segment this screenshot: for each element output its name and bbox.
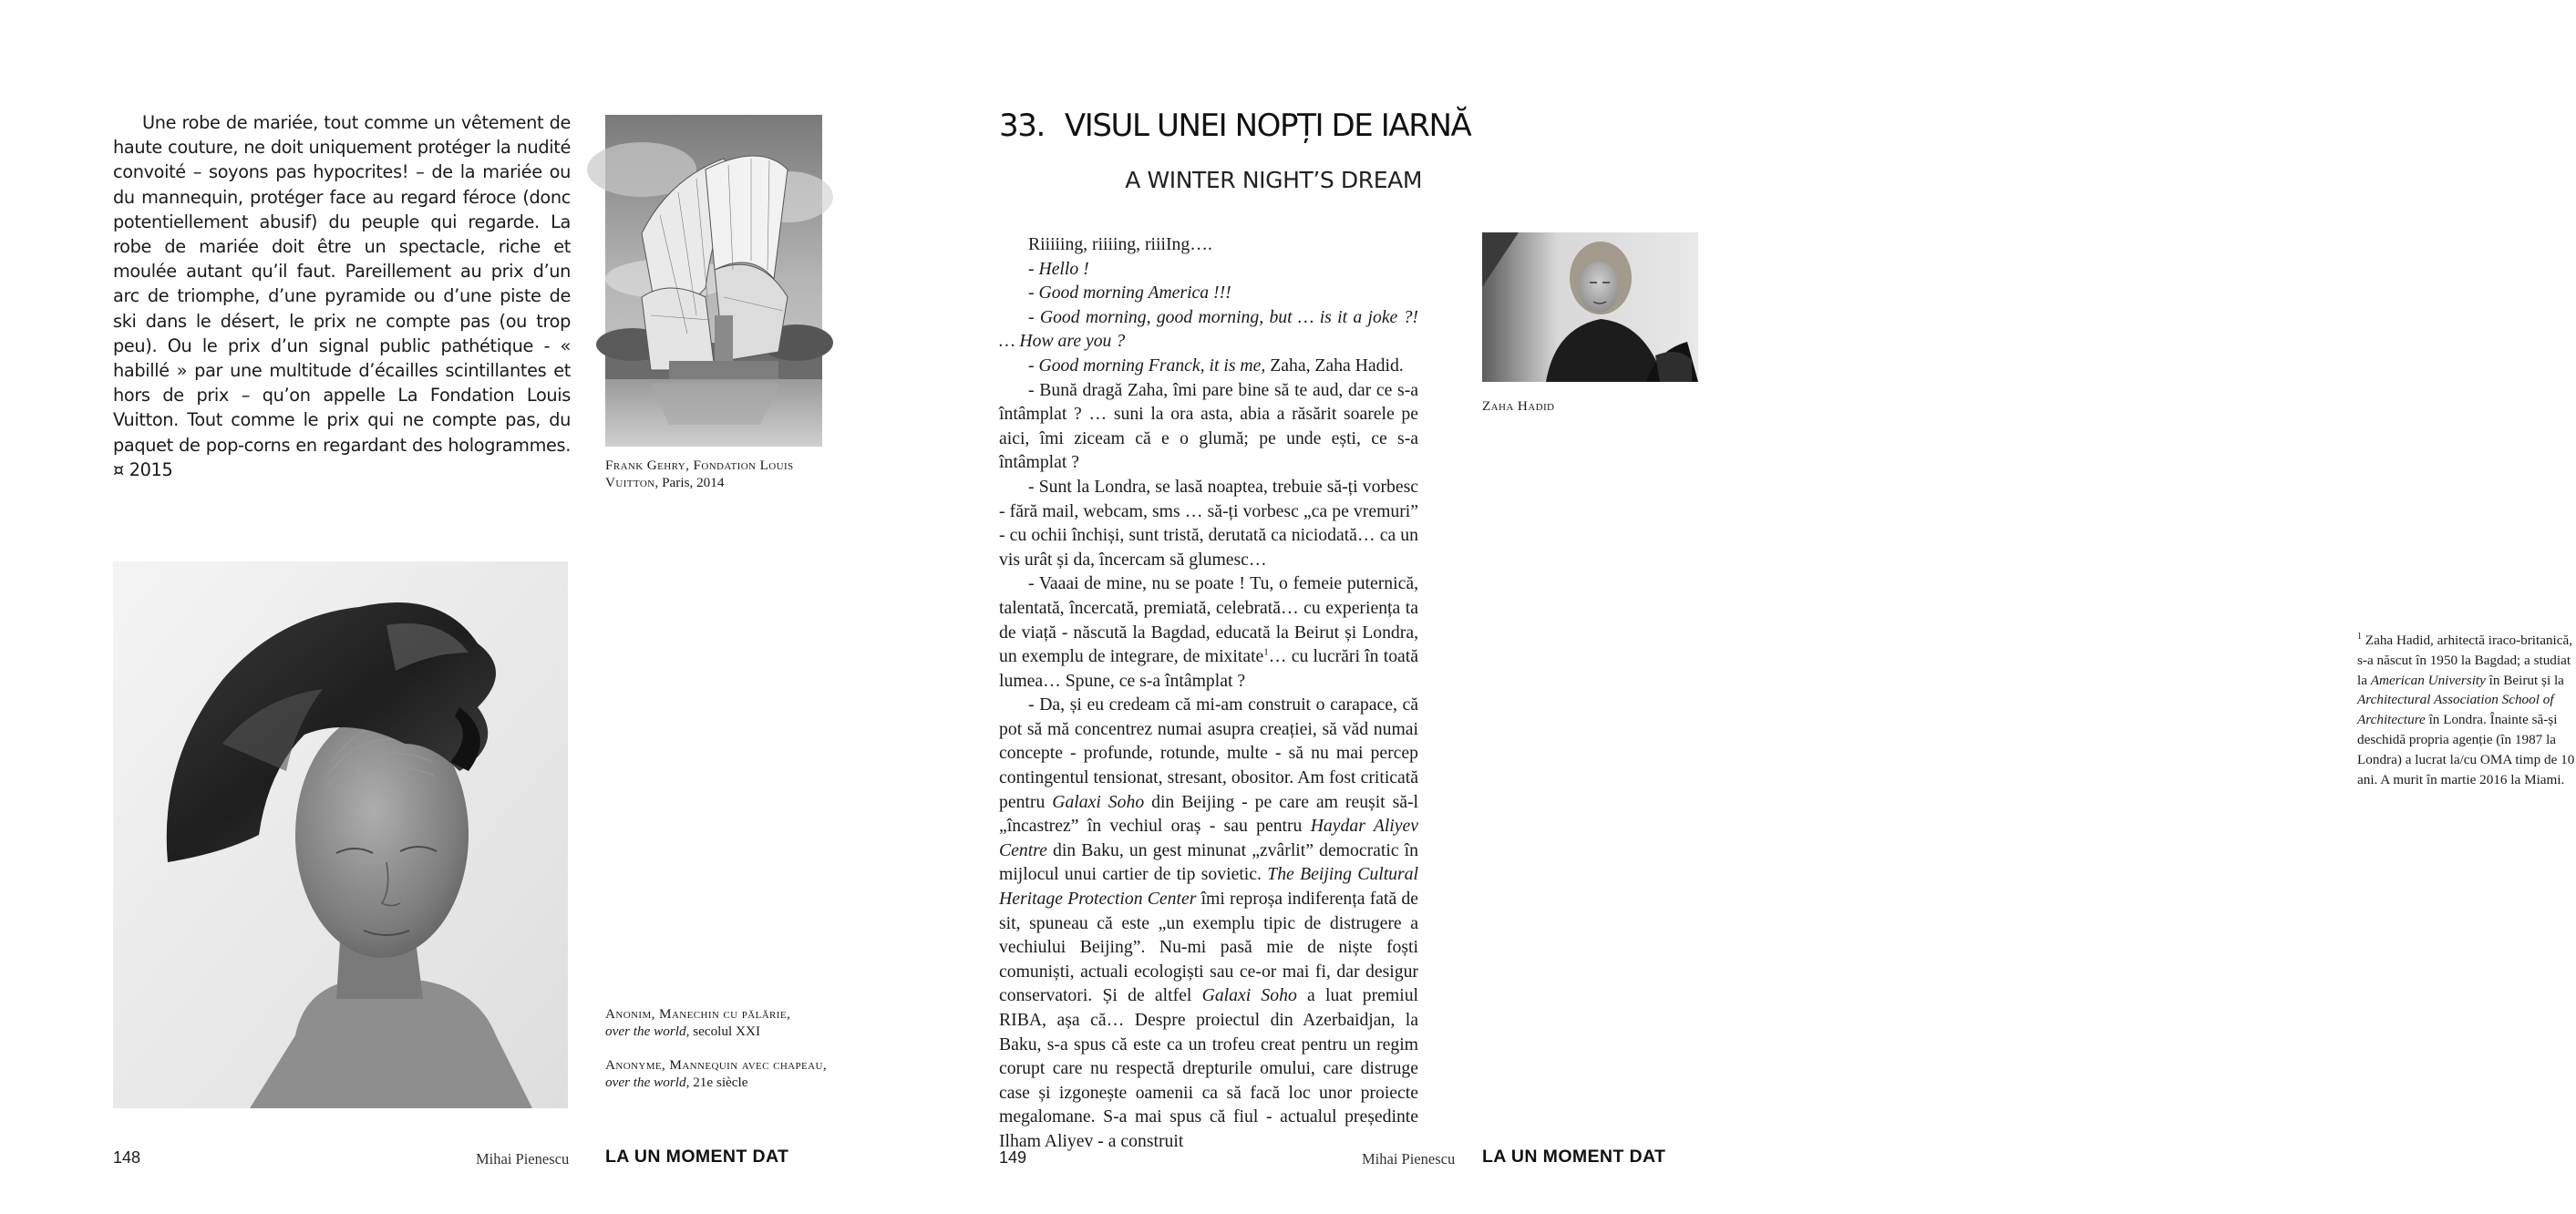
- paragraph-part: a luat premiul RIBA, așa că… Despre proiectul din Azerbaidjan, la Baku, s-a spus că este ca un trofeu creat pentru un regim corupt care nu respectă drepturile omului, care distruge case și izgonește oamenii ca să facă loc unor proiecte megalomane. S-a mai spus că fiul - actualul președinte Ilham Aliyev - a construit: [999, 985, 1419, 1151]
- mannequin-hat-photo: [113, 561, 568, 1108]
- footnote-school: American University: [2370, 672, 2486, 688]
- right-page: [875, 0, 2575, 1214]
- paragraph-part: - Vaaai de mine, nu se poate ! Tu, o femeie puternică, talentată, încercată, premiată, celebrată… cu experiența ta de viață - născută la Bagdad, educată la Beirut și Londra, un exemplu de integrare, de mixitate: [999, 573, 1418, 667]
- dialogue-line: [999, 354, 1418, 378]
- gehry-caption-credit: Frank Gehry, Fondation Louis Vuitton: [605, 458, 794, 490]
- dialogue-line: - Good morning, good morning, but … is it a joke ?! … How are you ?: [999, 306, 1418, 352]
- project-name: Galaxi Soho: [1052, 791, 1145, 812]
- author-name-right: Mihai Pienescu: [1362, 1150, 1456, 1168]
- mannequin-caption-fr-century: , 21e siècle: [685, 1074, 748, 1090]
- dialogue-roman: Zaha, Zaha Hadid.: [1265, 355, 1404, 376]
- mannequin-caption-fr: [605, 1057, 828, 1091]
- footnote: [2357, 627, 2576, 789]
- paragraph-part: - Da, și eu credeam că mi-am construit o carapace, că pot să mă concentrez numai asupra creației, să văd numai concepte - profunde, rotunde, multe - să nu mai percep contingentul tensionat, stresant, obositor. Am fost criticată pentru: [999, 694, 1418, 812]
- mannequin-caption-ro-credit: Anonim, Manechin cu pălărie,: [605, 1006, 791, 1022]
- book-title-right: LA UN MOMENT DAT: [1482, 1147, 1666, 1167]
- footnote-text: în Beirut și la: [2485, 672, 2564, 688]
- dialogue-line: - Good morning America !!!: [1028, 283, 1231, 304]
- romanian-text-block: [999, 232, 1418, 1154]
- zaha-hadid-caption: Zaha Hadid: [1482, 398, 1555, 414]
- page-number-left: 148: [113, 1148, 141, 1167]
- dialogue-italic: - Good morning Franck, it is me,: [1028, 355, 1266, 376]
- mannequin-caption-fr-title: over the world: [605, 1074, 686, 1090]
- mannequin-caption-ro-title: over the world: [605, 1023, 686, 1039]
- footnote-school: Architectural Association School of Architecture: [2357, 692, 2554, 728]
- book-title-left: LA UN MOMENT DAT: [605, 1147, 789, 1167]
- gehry-caption-place: , Paris, 2014: [654, 474, 725, 490]
- project-name: Galaxi Soho: [1201, 985, 1297, 1006]
- footnote-text: Zaha Hadid, arhitectă iraco-britanică, s-a născut în 1950 la Bagdad; a studiat la: [2357, 633, 2573, 688]
- mannequin-caption-ro-century: , secolul XXI: [685, 1023, 760, 1039]
- author-name-left: Mihai Pienescu: [476, 1150, 570, 1168]
- mannequin-caption-fr-sep: ,: [822, 1057, 827, 1073]
- body-paragraph: - Sunt la Londra, se lasă noaptea, trebuie să-ți vorbesc - fără mail, webcam, sms … să-ți vorbesc „ca pe vremuri” - cu ochii închiși, sunt tristă, derutată ca niciodată… ca un vis urât și da, încercam să glumesc…: [999, 476, 1418, 570]
- mannequin-caption-ro: [605, 1006, 828, 1040]
- chapter-subtitle: A WINTER NIGHT’S DREAM: [1125, 167, 1422, 193]
- gehry-photo-caption: [605, 458, 828, 491]
- paragraph-part: îmi reproșa indiferența fată de sit, spuneau că este „un exemplu tipic de distrugere a vechiului Beijing”. Nu-mi pasă mie de niște foști comuniști, actuali ecologiști sau ce-or mai fi, dar desigur conservatori. Și de altfel: [999, 889, 1418, 1006]
- page-number-right: 149: [999, 1148, 1027, 1167]
- french-text-block: [113, 110, 571, 482]
- body-paragraph: - Bună dragă Zaha, îmi pare bine să te aud, dar ce s-a întâmplat ? … suni la ora asta, abia a răsărit soarele pe aici, îmi ziceam că e o glumă; pe unde ești, ce s-a întâmplat ?: [999, 379, 1418, 473]
- institution-name: The Beijing Cultural Heritage Protection Center: [999, 864, 1418, 910]
- left-page: [0, 0, 875, 1214]
- paragraph-part: din Beijing - pe care am reușit să-l „încastrez” în vechiul oraș - sau pentru: [999, 791, 1419, 837]
- paragraph-part: … cu lucrări în toată lumea… Spune, ce s-a întâmplat ?: [999, 646, 1418, 691]
- fondation-louis-vuitton-photo: [605, 115, 822, 447]
- mannequin-caption-fr-credit: Anonyme, Mannequin avec chapeau: [605, 1057, 823, 1073]
- footnote-reference: 1: [1263, 646, 1269, 658]
- project-name: Haydar Aliyev Centre: [999, 816, 1418, 860]
- zaha-hadid-photo: [1482, 232, 1698, 382]
- french-paragraph: Une robe de mariée, tout comme un vêtement de haute couture, ne doit uniquement protéger la nudité convoité – soyons pas hypocrites! – de la mariée ou du mannequin, protéger face au regard féroce (donc potentiellement abusif) du peuple qui regarde. La robe de mariée doit être un spectacle, riche et moulée autant qu’il faut. Pareillement au prix d’un arc de triomphe, d’une pyramide ou d’une piste de ski dans le désert, le prix ne compte pas (ou trop peu). Ou le prix d’un signal public pathétique - « habillé » par une multitude d’écailles scintillantes et hors de prix – qu’on appelle La Fondation Louis Vuitton. Tout comme le prix qui ne compte pas, du paquet de pop-corns en regardant des hologrammes. ¤ 2015: [113, 112, 571, 480]
- body-paragraph: [999, 693, 1418, 1153]
- chapter-title: VISUL UNEI NOPȚI DE IARNĂ: [1064, 108, 1471, 144]
- dialogue-line: - Hello !: [1028, 258, 1089, 279]
- chapter-heading: [999, 108, 1471, 144]
- footnote-mark: 1: [2357, 632, 2362, 642]
- body-paragraph: [999, 571, 1418, 693]
- paragraph-part: din Baku, un gest minunat „zvârlit” democratic în mijlocul unui cartier de tip sovietic.: [999, 839, 1418, 885]
- chapter-number: 33.: [999, 108, 1045, 144]
- footnote-text: în Londra. Înainte să-și deschidă propria agenție (în 1987 la Londra) a lucrat la/cu OMA timp de 10 ani. A murit în martie 2016 la Miami.: [2357, 712, 2575, 787]
- dialogue-line: Riiiiing, riiiing, riiiIng….: [1028, 234, 1212, 254]
